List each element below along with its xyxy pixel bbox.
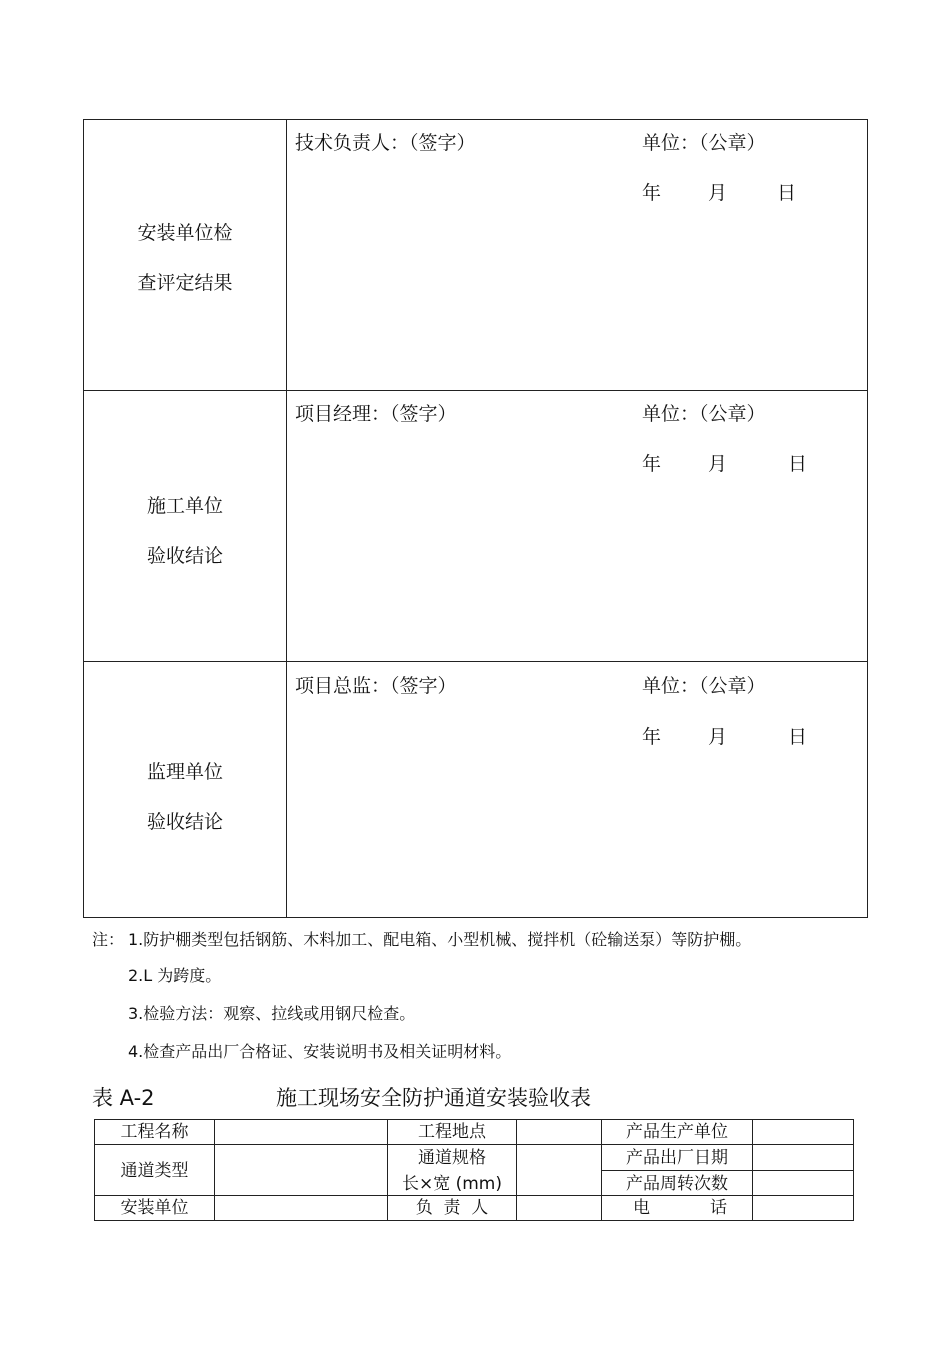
install-unit-value[interactable]	[215, 1196, 387, 1220]
signer-label: 项目总监：（签字）	[295, 675, 457, 697]
note-item: 4.检查产品出厂合格证、安装说明书及相关证明材料。	[128, 1042, 512, 1061]
year-label: 年	[642, 726, 662, 748]
channel-type-value[interactable]	[215, 1145, 387, 1195]
unit-seal-label: 单位：（公章）	[642, 675, 766, 697]
year-label: 年	[642, 182, 662, 204]
day-label: 日	[788, 453, 808, 475]
year-label: 年	[642, 453, 662, 475]
table-title: 施工现场安全防护通道安装验收表	[276, 1086, 591, 1110]
turnover-count-value[interactable]	[753, 1171, 853, 1195]
phone-label-left: 电	[633, 1198, 650, 1218]
day-label: 日	[777, 182, 797, 204]
day-label: 日	[788, 726, 808, 748]
project-name-label: 工程名称	[120, 1122, 189, 1142]
signer-label: 项目经理：（签字）	[295, 403, 457, 425]
month-label: 月	[708, 453, 728, 475]
factory-date-value[interactable]	[753, 1145, 853, 1170]
table-code: 表 A-2	[92, 1086, 155, 1110]
manufacturer-value[interactable]	[753, 1120, 853, 1144]
install-unit-label: 安装单位	[120, 1198, 189, 1218]
unit-seal-label: 单位：（公章）	[642, 403, 766, 425]
row-label-line1: 安装单位检	[137, 222, 233, 244]
channel-type-label: 通道类型	[120, 1161, 189, 1181]
month-label: 月	[708, 726, 728, 748]
note-item: 2.L 为跨度。	[128, 966, 222, 985]
row-label-line1: 监理单位	[146, 761, 223, 783]
unit-seal-label: 单位：（公章）	[642, 132, 766, 154]
month-label: 月	[708, 182, 728, 204]
row-label-line2: 验收结论	[146, 545, 223, 567]
note-item: 3.检验方法：观察、拉线或用钢尺检查。	[128, 1004, 416, 1023]
person-in-charge-label: 负 责 人	[415, 1198, 489, 1218]
channel-spec-label-line1: 通道规格	[418, 1148, 486, 1168]
row-label-line2: 验收结论	[146, 811, 223, 833]
project-name-value[interactable]	[215, 1120, 387, 1144]
row-label-line1: 施工单位	[146, 495, 223, 517]
project-location-value[interactable]	[517, 1120, 601, 1144]
factory-date-label: 产品出厂日期	[626, 1148, 728, 1168]
row-label-line2: 查评定结果	[137, 272, 233, 294]
turnover-count-label: 产品周转次数	[626, 1174, 728, 1194]
note-item: 1.防护棚类型包括钢筋、木料加工、配电箱、小型机械、搅拌机（砼输送泵）等防护棚。	[128, 930, 752, 949]
signer-label: 技术负责人：（签字）	[295, 132, 476, 154]
project-location-label: 工程地点	[418, 1122, 486, 1142]
notes-prefix: 注：	[92, 930, 125, 949]
phone-label-right: 话	[710, 1198, 727, 1218]
channel-spec-value[interactable]	[517, 1145, 601, 1195]
channel-spec-label-line2: 长×宽 (mm)	[401, 1174, 503, 1194]
person-in-charge-value[interactable]	[517, 1196, 601, 1220]
manufacturer-label: 产品生产单位	[626, 1122, 728, 1142]
phone-value[interactable]	[753, 1196, 853, 1220]
